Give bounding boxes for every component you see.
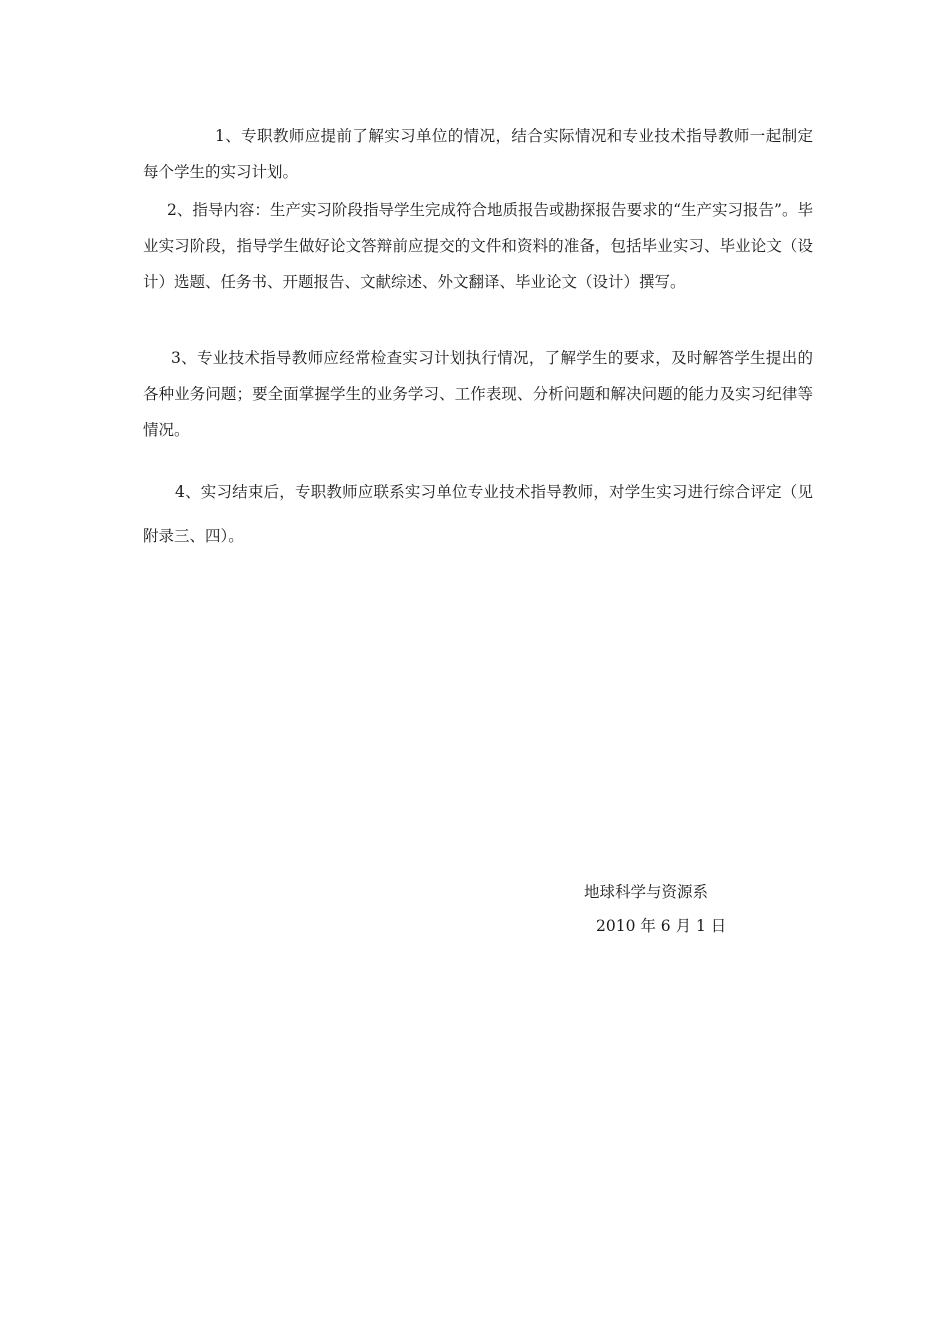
signature-organization: 地球科学与资源系 bbox=[584, 883, 709, 901]
paragraph-1: 1、专职教师应提前了解实习单位的情况，结合实际情况和专业技术指导教师一起制定每个学生的实习计划。 bbox=[143, 127, 813, 181]
paragraph-3: 3、专业技术指导教师应经常检查实习计划执行情况，了解学生的要求，及时解答学生提出的各种业务问题；要全面掌握学生的业务学习、工作表现、分析问题和解决问题的能力及实习纪律等情况。 bbox=[143, 349, 813, 439]
paragraph-2: 2、指导内容：生产实习阶段指导学生完成符合地质报告或勘探报告要求的“生产实习报告”。毕业实习阶段，指导学生做好论文答辩前应提交的文件和资料的准备，包括毕业实习、毕业论文（设计）选题、任务书、开题报告、文献综述、外文翻译、毕业论文（设计）撰写。 bbox=[143, 201, 813, 291]
paragraph-4: 4、实习结束后，专职教师应联系实习单位专业技术指导教师，对学生实习进行综合评定（见附录三、四）。 bbox=[143, 483, 813, 545]
signature-date: 2010 年 6 月 1 日 bbox=[596, 917, 727, 935]
